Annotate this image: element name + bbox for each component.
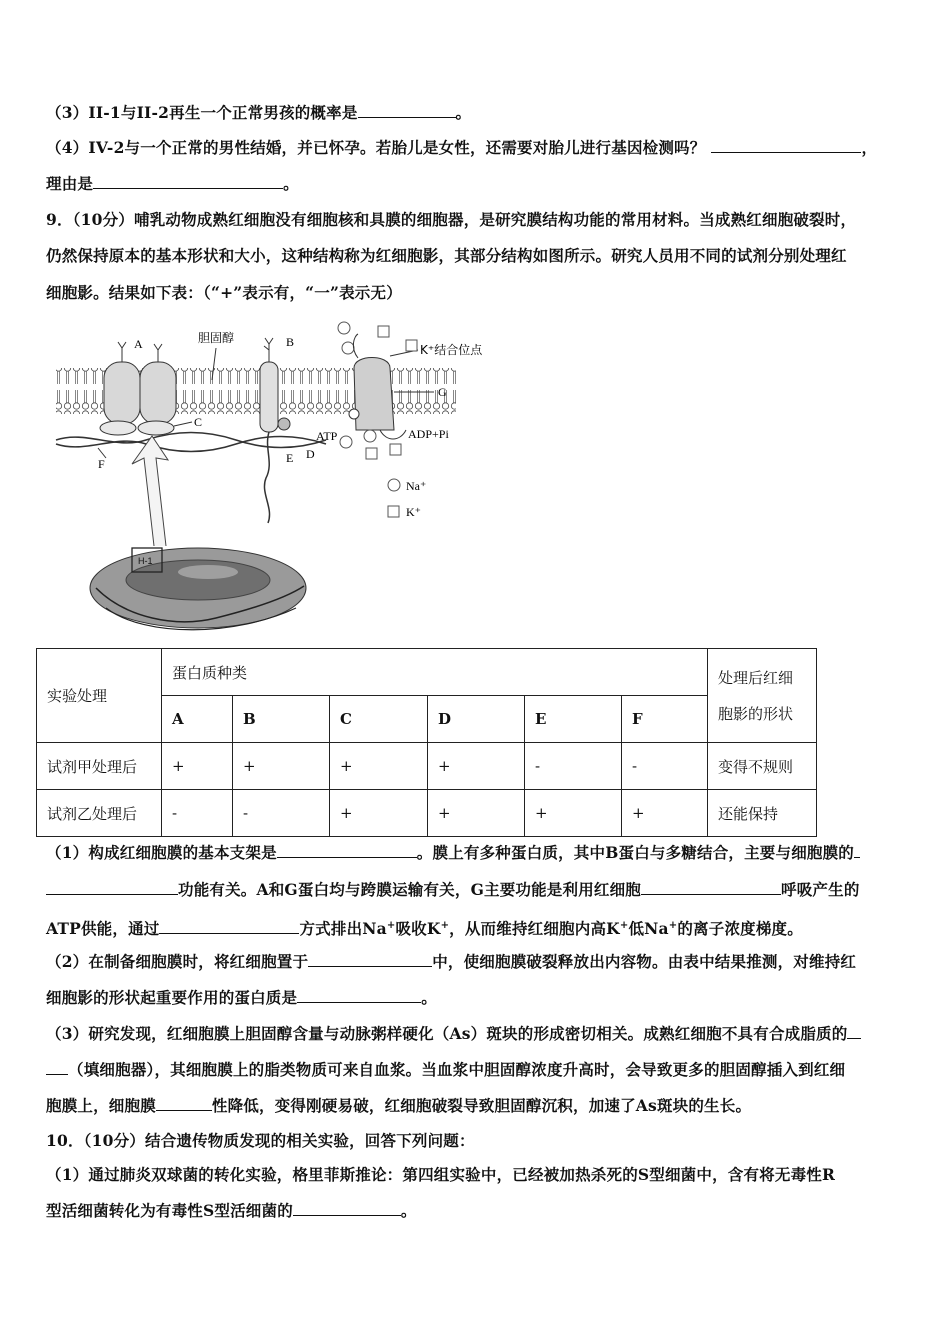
protein-e <box>264 432 269 523</box>
protein-a <box>104 362 140 424</box>
label-a: A <box>134 337 143 351</box>
label-adp: ADP+Pi <box>408 427 449 441</box>
label-cholesterol: 胆固醇 <box>198 331 235 345</box>
q9-stem-2: 仍然保持原本的基本形状和大小，这种结构称为红细胞影，其部分结构如图所示。研究人员用不同的试剂分别处理红 <box>46 246 847 265</box>
membrane-figure <box>36 318 526 648</box>
protein-a-2 <box>140 362 176 424</box>
label-d: D <box>306 447 315 461</box>
q9-part1-c: ATP供能，通过 方式排出Na+吸收K+，从而维持红细胞内高K+低Na+的离子浓度梯度。 <box>46 919 803 939</box>
answer-blank[interactable] <box>46 880 178 895</box>
col-a: A <box>162 696 233 743</box>
answer-blank[interactable] <box>854 843 860 858</box>
answer-blank[interactable] <box>641 880 781 895</box>
col-c: C <box>330 696 428 743</box>
label-atp: ATP <box>316 429 338 443</box>
col-b: B <box>233 696 330 743</box>
q9-part1-a: （1）构成红细胞膜的基本支架是 。膜上有多种蛋白质，其中B蛋白与多糖结合，主要与细胞膜的 <box>46 842 910 864</box>
legend-k: K⁺ <box>406 505 421 519</box>
q9-part3-a: （3）研究发现，红细胞膜上胆固醇含量与动脉粥样硬化（As）斑块的形成密切相关。成熟红细胞不具有合成脂质的 <box>46 1023 910 1045</box>
label-g: G <box>438 385 447 399</box>
answer-blank[interactable] <box>711 138 861 153</box>
zoom-arrow <box>132 436 168 546</box>
table-row: 试剂乙处理后 - - + + + + 还能保持 <box>37 790 817 837</box>
q9-part3-c: 胞膜上，细胞膜 性降低，变得刚硬易破，红细胞破裂导致胆固醇沉积，加速了As斑块的生长。 <box>46 1096 752 1115</box>
q9-stem-1: 9．（10分）哺乳动物成熟红细胞没有细胞核和具膜的细胞器，是研究膜结构功能的常用材料。当成熟红细胞破裂时， <box>46 210 857 229</box>
protein-g <box>354 358 394 431</box>
answer-blank[interactable] <box>293 1201 401 1216</box>
header-treatment: 实验处理 <box>37 649 162 743</box>
answer-blank[interactable] <box>847 1024 861 1039</box>
q9-stem-3: 细胞影。结果如下表：（“+”表示有，“一”表示无） <box>46 283 402 302</box>
table-row: 试剂甲处理后 + + + + - - 变得不规则 <box>37 743 817 790</box>
label-e: E <box>286 451 294 465</box>
q10-part1-a: （1）通过肺炎双球菌的转化实验，格里菲斯推论：第四组实验中，已经被加热杀死的S型细菌中，含有将无毒性R <box>46 1165 836 1184</box>
answer-blank[interactable] <box>159 919 299 934</box>
answer-blank[interactable] <box>277 843 417 858</box>
answer-blank[interactable] <box>156 1096 212 1111</box>
answer-blank[interactable] <box>358 103 456 118</box>
answer-blank[interactable] <box>93 174 283 189</box>
q8-part4: （4）IV-2与一个正常的男性结婚，并已怀孕。若胎儿是女性，还需要对胎儿进行基因检测吗？ ， <box>46 138 878 157</box>
legend-na: Na⁺ <box>406 479 427 493</box>
label-f: F <box>98 457 105 471</box>
label-cell: H-1 <box>138 556 153 566</box>
label-b: B <box>286 335 295 349</box>
q10-stem: 10．（10分）结合遗传物质发现的相关实验，回答下列问题： <box>46 1131 475 1150</box>
answer-blank[interactable] <box>297 988 421 1003</box>
protein-b <box>260 362 278 432</box>
label-c: C <box>194 415 203 429</box>
col-e: E <box>525 696 622 743</box>
legend-na-marker <box>388 479 400 491</box>
q9-part3-b: （填细胞器），其细胞膜上的脂类物质可来自血浆。当血浆中胆固醇浓度升高时，会导致更多的胆固醇插入到红细 <box>46 1059 910 1081</box>
answer-blank[interactable] <box>46 1060 68 1075</box>
q9-part2-b: 细胞影的形状起重要作用的蛋白质是 。 <box>46 988 437 1007</box>
q8-part3: （3）II-1与II-2再生一个正常男孩的概率是 。 <box>46 103 472 122</box>
results-table <box>36 648 817 837</box>
header-shape: 处理后红细 胞影的形状 <box>708 649 817 743</box>
q10-part1-b: 型活细菌转化为有毒性S型活细菌的 。 <box>46 1201 417 1220</box>
col-d: D <box>428 696 525 743</box>
header-protein: 蛋白质种类 <box>162 649 708 696</box>
col-f: F <box>622 696 708 743</box>
label-k-site: K⁺结合位点 <box>420 343 483 357</box>
glycan-a <box>118 342 126 362</box>
answer-blank[interactable] <box>308 952 432 967</box>
q9-part2-a: （2）在制备细胞膜时，将红细胞置于 中，使细胞膜破裂释放出内容物。由表中结果推测，对维持红 <box>46 952 857 971</box>
q9-part1-b: 功能有关。A和G蛋白均与跨膜运输有关，G主要功能是利用红细胞 呼吸产生的 <box>46 879 910 901</box>
protein-c <box>100 421 136 435</box>
legend-k-marker <box>388 506 399 517</box>
protein-d <box>278 418 290 430</box>
q8-part4-reason: 理由是 。 <box>46 174 299 193</box>
